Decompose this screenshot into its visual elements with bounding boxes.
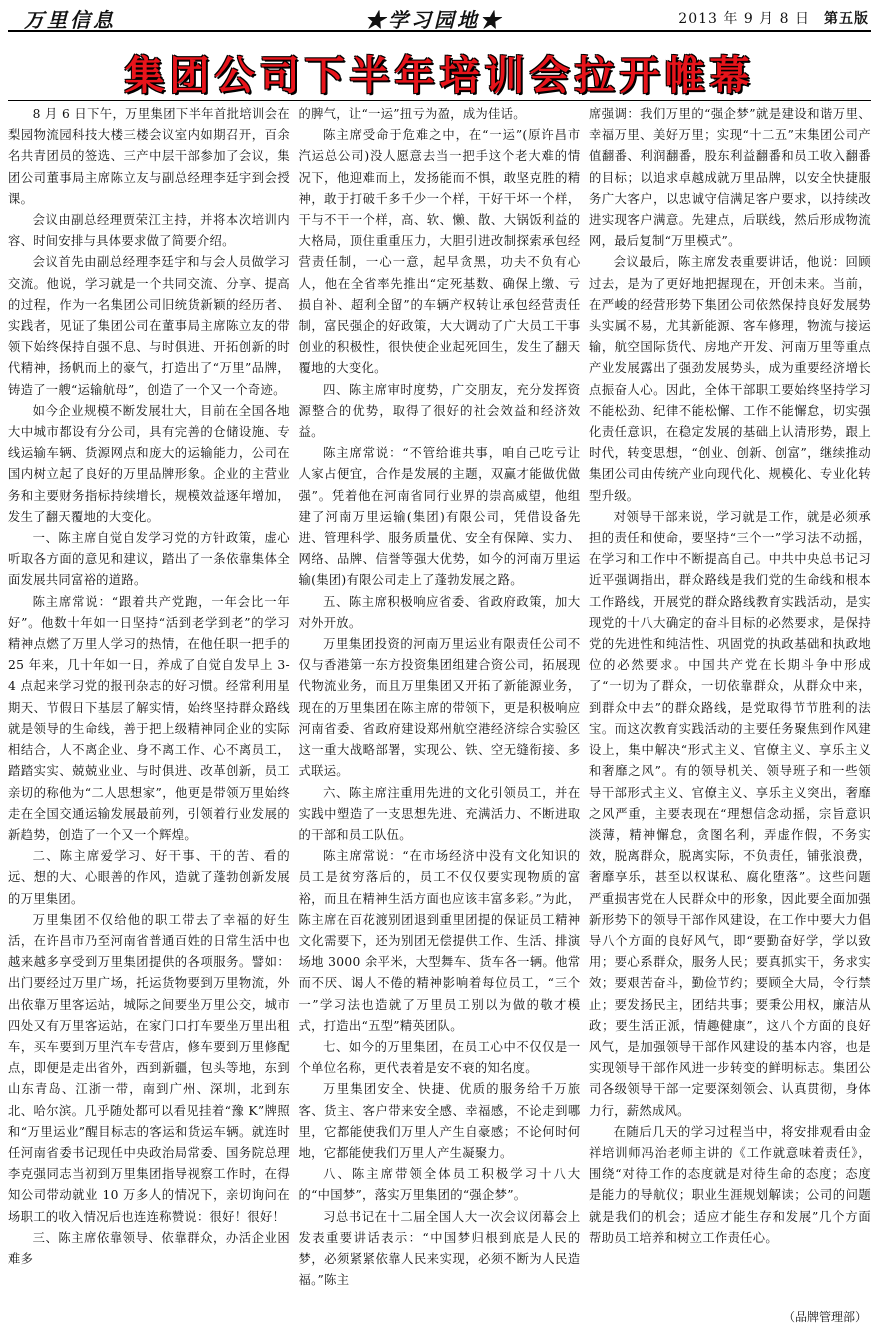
paragraph: 陈主席常说：“在市场经济中没有文化知识的员工是贫穷落后的，员工不仅仅要实现物质的富裕，而且在精神生活方面也应该丰富多彩。”为此，陈主席在百花渡别团退到重里团提的保证员工精神文化需要下，还为别团无偿提供工作、生活、排演场地 3000 余平米，大型舞车、货车各一辆。他常而不厌、谒人不倦的精神影响着每位员工，“三个一”学习法也造就了万里员工别以为做的敬才模式，打造出“五型”精英团队。 xyxy=(298,849,581,1033)
paragraph: 会议由副总经理贾荣江主持，并将本次培训内容、时间安排与具体要求做了简要介绍。 xyxy=(8,213,290,249)
paragraph: 陈主席常说：“不管给谁共事，咱自己吃亏让人家占便宜，合作是发展的主题，双赢才能做优做强”。凭着他在河南省同行业界的崇高威望，他组建了河南万里运输(集团)有限公司，凭借设备先进、管理科学、服务质量优、安全有保障、实力、网络、品牌、信誉等强大优势，如今的河南万里运输(集团)有限公司走上了蓬勃发展之路。 xyxy=(298,446,581,588)
paragraph: 万里集团投资的河南万里运业有限责任公司不仅与香港第一东方投资集团组建合资公司，拓展现代物流业务，而且万里集团又开拓了新能源业务，现在的万里集团在陈主席的带领下，更是积极响应河南省委、省政府建设郑州航空港经济综合实验区这一重大战略部署，实现公、铁、空无缝衔接、多式联运。 xyxy=(298,637,581,779)
page-number: 第五版 xyxy=(824,11,869,27)
paragraph: 三、陈主席依靠领导、依靠群众，办活企业困难多 xyxy=(8,1230,290,1266)
masthead-rule xyxy=(8,30,871,32)
paragraph: 如今企业规模不断发展壮大，目前在全国各地大中城市都设有分公司，具有完善的仓储设施、专线运输车辆、货源网点和庞大的运输能力，公司在国内树立起了良好的万里品牌形象。企业的主营业务和主要财务指标持续增长，规模效益逐年增加，发生了翻天覆地的大变化。 xyxy=(8,403,290,524)
paragraph: 八、陈主席带领全体员工积极学习十八大的“中国梦”，落实万里集团的“强企梦”。 xyxy=(298,1167,581,1203)
article-headline: 集团公司下半年培训会拉开帷幕 xyxy=(124,53,755,99)
paragraph: 一、陈主席自觉自发学习党的方针政策，虚心听取各方面的意见和建议，踏出了一条依靠集体全面发展共同富裕的道路。 xyxy=(8,531,290,588)
column-2 xyxy=(299,104,581,1300)
paragraph: 七、如今的万里集团，在员工心中不仅仅是一个单位名称，更代表着是安不衰的知名度。 xyxy=(298,1039,581,1076)
paragraph: 万里集团安全、快捷、优质的服务给千万旅客、货主、客户带来安全感、幸福感，不论走到哪里，它都能使我们万里人产生自豪感；不论何时何地，它都能使我们万里人产生凝聚力。 xyxy=(298,1082,581,1160)
paragraph: 会议首先由副总经理李廷宇和与会人员做学习交流。他说，学习就是一个共同交流、分享、提高的过程，作为一名集团公司旧统货新颖的经历者、实践者，见证了集团公司在董事局主席陈立友的带领下始终保持自强不息、与时俱进、开拓创新的时代精神，扬帆而上的豪气，打造出了“万里”品牌，铸造了一艘“运输航母”，创造了一个又一个奇迹。 xyxy=(8,255,290,397)
column-3 xyxy=(589,104,871,1300)
paragraph: 四、陈主席审时度势，广交朋友，充分发挥资源整合的优势，取得了很好的社会效益和经济效益。 xyxy=(298,382,581,440)
department-credit: （品牌管理部） xyxy=(782,1310,867,1324)
paragraph: 席强调：我们万里的“强企梦”就是建设和谐万里、幸福万里、美好万里；实现“十二五”末集团公司产值翻番、利润翻番，股东利益翻番和员工收入翻番的目标；以追求卓越成就万里品牌，以安全快捷服务广大客户，以忠诚守信满足客户要求，以持续改进实现客户满意。先建点，后联线，然后形成物流网，最后复制“万里模式”。 xyxy=(589,107,871,249)
paragraph: 陈主席常说：“跟着共产党跑，一年会比一年好”。他数十年如一日坚持“活到老学到老”的学习精神点燃了万里人学习的热情，在他任职一把手的 25 年来，几十年如一日，养成了自觉自发早上 3-4 点起来学习党的报刊杂志的好习惯。经常利用星期天、节假日下基层了解实情，始终坚持群众路线就是领导的生命线，善于把上级精神同企业的实际相结合，人不离企业、身不离工作、心不离员工，踏踏实实、兢兢业业、与时俱进、改革创新，员工亲切的称他为“二人思想家”，他更是带领万里始终走在全国交通运输发展最前列，引领着行业发展的新趋势，创造了一个又一个辉煌。 xyxy=(8,594,290,842)
paragraph: 六、陈主席注重用先进的文化引领员工，并在实践中塑造了一支思想先进、充满活力、不断进取的干部和员工队伍。 xyxy=(298,785,581,842)
headline-rule xyxy=(8,100,871,101)
paragraph: 对领导干部来说，学习就是工作，就是必须承担的责任和使命，要坚持“三个一”学习法不动摇，在学习和工作中不断提高自己。中共中央总书记习近平强调指出，群众路线是我们党的生命线和根本工作路线，开展党的群众路线教育实践活动，是实现党的十八大确定的奋斗目标的必然要求，是保持党的先进性和纯洁性、巩固党的执政基础和执政地位的必然要求。中国共产党在长期斗争中形成了“一切为了群众，一切依靠群众，从群众中来，到群众中去”的群众路线，是党取得节节胜利的法宝。而这次教育实践活动的主要任务聚焦到作风建设上，集中解决“形式主义、官僚主义、享乐主义和奢靡之风”。有的领导机关、领导班子和一些领导干部形式主义、官僚主义、享乐主义突出，奢靡之风严重，主要表现在“理想信念动摇，宗旨意识淡薄，精神懈怠，贪图名利，弄虚作假，不务实效，脱离群众，脱离实际，不负责任，铺张浪费，奢靡享乐，甚至以权谋私、腐化堕落”。这些问题严重损害党在人民群众中的形象，因此要全面加强新形势下的领导干部作风建设，在工作中要大力倡导八个方面的良好风气，即“要勤奋好学，学以致用；要心系群众，服务人民；要真抓实干，务求实效；要艰苦奋斗，勤俭节约；要顾全大局，令行禁止；要发扬民主，团结共事；要秉公用权，廉洁从政；要生活正派，情趣健康”，这八个方面的良好风气，是加强领导干部作风建设的基本内容，也是实现领导干部作风进一步转变的鲜明标志。集团公司各级领导干部一定要深刻领会、认真贯彻，身体力行，薪然成风。 xyxy=(589,509,871,1118)
paragraph: 的脾气，让“一运”扭亏为盈，成为佳话。 xyxy=(298,107,526,121)
paragraph: 习总书记在十二届全国人大一次会议闭幕会上发表重要讲话表示：“中国梦归根到底是人民的梦，必须紧紧依靠人民来实现，必须不断为人民造福。”陈主 xyxy=(298,1209,581,1288)
paragraph: 在随后几天的学习过程当中，将安排观看由金祥培训师冯治老师主讲的《工作就意味着责任》，围绕“对待工作的态度就是对待生命的态度；态度是能力的导航仪；职业生涯规划解读；公司的问题就是我们的机会；适应才能生存和发展”几个方面帮助员工培养和树立工作责任心。 xyxy=(589,1124,871,1245)
section-title: ★学习园地★ xyxy=(365,8,503,32)
paragraph: 会议最后，陈主席发表重要讲话，他说：回顾过去，是为了更好地把握现在，开创未来。当前，在严峻的经营形势下集团公司依然保持良好发展势头实属不易，尤其新能源、客车修理，物流与接运输，航空国际货代、房地产开发、河南万里等重点产业发展露出了强劲发展势头，成为重要经济增长点振奋人心。因此，全体干部职工要始终坚持学习不能松劲、纪律不能松懈、工作不能懈怠，切实强化责任意识，在稳定发展的基础上认清形势，跟上时代，转变思想，“创业、创新、创富”，继续推动集团公司由传统产业向现代化、规模化、专业化转型升级。 xyxy=(589,255,871,503)
paragraph: 8 月 6 日下午，万里集团下半年首批培训会在梨园物流园科技大楼三楼会议室内如期召开，百余名共青团员的签选、三产中层干部参加了会议，集团公司董事局主席陈立友与副总经理李廷宇到会授课。 xyxy=(8,107,290,206)
paragraph: 五、陈主席积极响应省委、省政府政策，加大对外开放。 xyxy=(298,594,581,630)
column-1 xyxy=(8,104,290,1300)
paragraph: 二、陈主席爱学习、好干事、干的苦、看的远、想的大、心眼善的作风，造就了蓬勃创新发展的万里集团。 xyxy=(8,849,290,906)
paragraph: 陈主席受命于危难之中，在“一运”(原许昌市汽运总公司)没人愿意去当一把手这个老大难的情况下，他迎难而上，发扬能而不惧，敢坚克胜的精神，敢于打破千多千少一个样，干好干坏一个样，干与不干一个样，高、软、懒、散、大锅饭利益的大格局，顶住重重压力，大胆引进改制探索承包经营责任制，一心一意，起早贪黑，功夫不负有心人，他在全省率先推出“定死基数、确保上缴、亏损自补、超利全留”的车辆产权转让承包经营责任制，富民强企的好政策，大大调动了广大员工干事创业的积极性，很快使企业起死回生，发生了翻天覆地的大变化。 xyxy=(298,128,581,376)
newspaper-brand: 万里信息 xyxy=(24,8,116,32)
masthead xyxy=(0,0,879,32)
paragraph: 万里集团不仅给他的职工带去了幸福的好生活，在许昌市乃至河南省普通百姓的日常生活中也越来越多享受到万里集团提供的各项服务。譬如：出门要经过万里广场，托运货物要到万里物流，外出依靠万里客运站，城际之间要坐万里公交，城市四处又有万里客运站，在家门口打车要坐万里出租车，买车要到万里汽车专营店，修车要到万里修配点，即便是走出省外，西到新疆，包头等地，东到山东青岛、江浙一带，南到广州、深圳，北到东北、哈尔滨。几乎随处都可以看见挂着“豫 K”牌照和“万里运业”醒目标志的客运和货运车辆。就连时任河南省委书记现任中央政治局常委、国务院总理李克强同志当初到万里集团指导视察工作时，在得知公司带动就业 10 万多人的情况下，亲切询问在场职工的收入情况后也连连称赞说：很好！很好！ xyxy=(8,912,290,1224)
issue-date: 2013 年 9 月 8 日 xyxy=(678,11,810,27)
article-body xyxy=(8,104,871,1300)
issue-info xyxy=(678,8,869,28)
